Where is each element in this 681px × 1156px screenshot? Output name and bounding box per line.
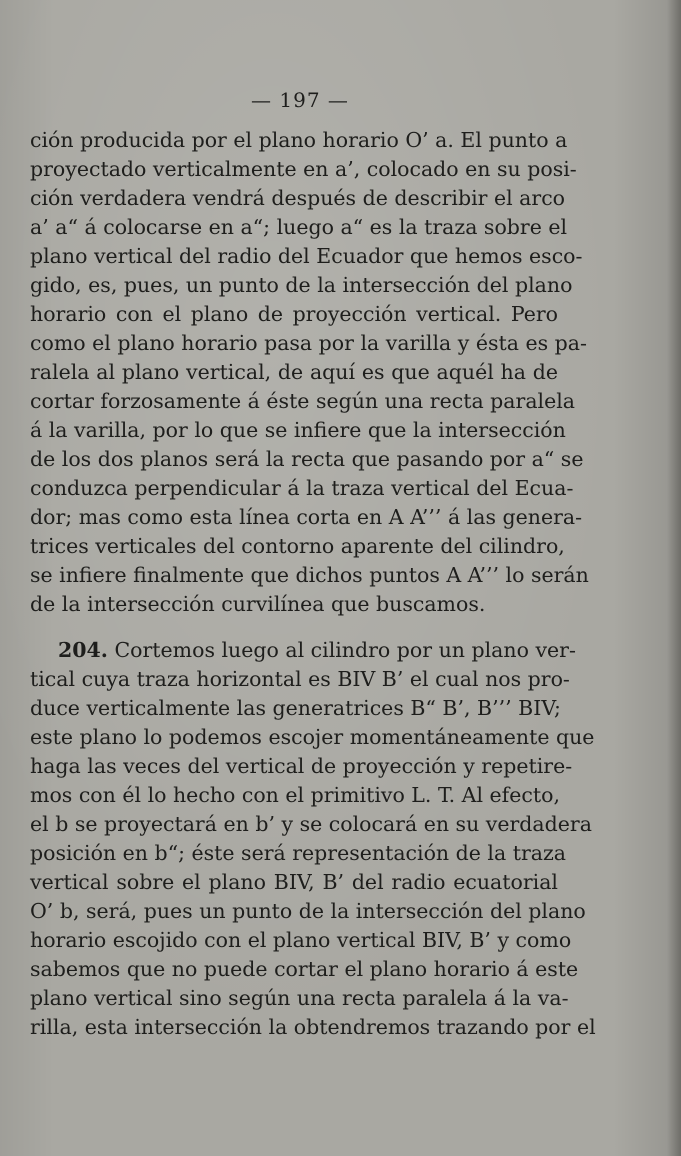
text-line: posición en b“; éste será representación de la traza (30, 841, 566, 865)
text-line: O’ b, será, pues un punto de la intersección del plano (30, 899, 586, 923)
text-line: este plano lo podemos escojer momentáneamente que (30, 725, 595, 749)
text-line: mos con él lo hecho con el primitivo L. T. Al efecto, (30, 783, 560, 807)
text-line: sabemos que no puede cortar el plano horario á este (30, 957, 579, 981)
text-line: rilla, esta intersección la obtendremos trazando por el (30, 1015, 596, 1039)
text-line-first (30, 636, 576, 665)
paragraph-1 (30, 126, 589, 619)
paragraph-2 (30, 636, 596, 1042)
text-line: ción verdadera vendrá después de describir el arco (30, 186, 566, 210)
page-edge-shadow (667, 0, 681, 1156)
text-line: haga las veces del vertical de proyección y repetire- (30, 754, 573, 778)
text-line: proyectado verticalmente en a’, colocado en su posi- (30, 157, 577, 181)
text-line: el b se proyectará en b’ y se colocará en su verdadera (30, 812, 592, 836)
text-line: de la intersección curvilínea que buscamos. (30, 592, 486, 616)
text-line: se infiere finalmente que dichos puntos A A’’’ lo serán (30, 563, 589, 587)
text-line: ción producida por el plano horario O’ a. El punto a (30, 128, 568, 152)
text-line: horario con el plano de proyección vertical. Pero (30, 302, 558, 326)
text-line-content: Cortemos luego al cilindro por un plano ver- (114, 638, 576, 662)
text-line: ralela al plano vertical, de aquí es que aquél ha de (30, 360, 558, 384)
text-line: a’ a“ á colocarse en a“; luego a“ es la traza sobre el (30, 215, 568, 239)
page-number: — 197 — (251, 88, 349, 112)
text-line: vertical sobre el plano BIV, B’ del radio ecuatorial (30, 870, 558, 894)
text-line: conduzca perpendicular á la traza vertical del Ecua- (30, 476, 574, 500)
text-line: trices verticales del contorno aparente del cilindro, (30, 534, 565, 558)
text-line: gido, es, pues, un punto de la intersección del plano (30, 273, 573, 297)
text-line: plano vertical del radio del Ecuador que hemos esco- (30, 244, 583, 268)
text-line: plano vertical sino según una recta paralela á la va- (30, 986, 569, 1010)
text-line: de los dos planos será la recta que pasando por a“ se (30, 447, 584, 471)
section-number: 204. (58, 638, 108, 662)
text-line: como el plano horario pasa por la varilla y ésta es pa- (30, 331, 587, 355)
text-line: horario escojido con el plano vertical BIV, B’ y como (30, 928, 572, 952)
text-line: duce verticalmente las generatrices B“ B’, B’’’ BIV; (30, 696, 561, 720)
text-line: á la varilla, por lo que se infiere que la intersección (30, 418, 566, 442)
text-line: tical cuya traza horizontal es BIV B’ el cual nos pro- (30, 667, 570, 691)
text-line: dor; mas como esta línea corta en A A’’’ á las genera- (30, 505, 583, 529)
text-line: cortar forzosamente á éste según una recta paralela (30, 389, 576, 413)
